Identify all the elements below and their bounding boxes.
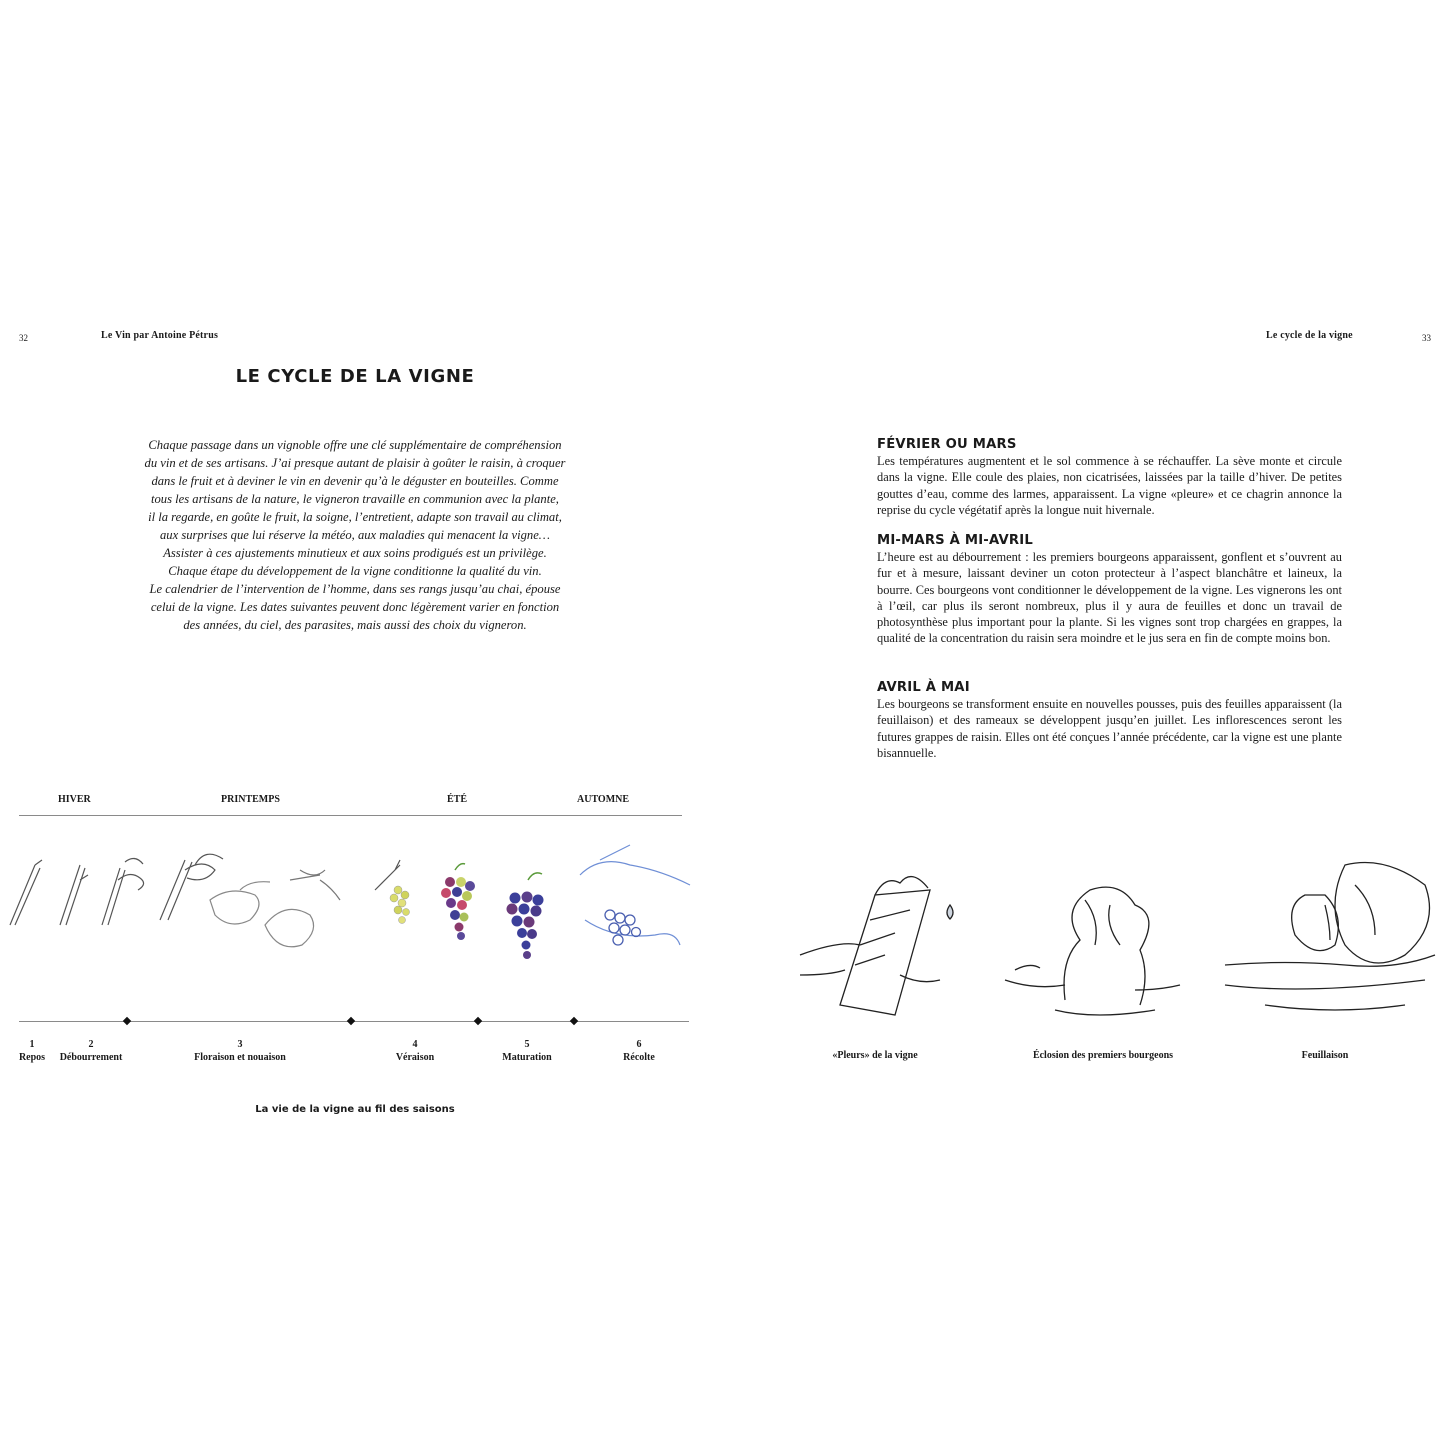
section-heading: FÉVRIER OU MARS bbox=[877, 437, 1017, 452]
timeline-caption: La vie de la vigne au fil des saisons bbox=[255, 1104, 455, 1115]
stage-divider-marker bbox=[347, 1017, 355, 1025]
intro-line: Le calendrier de l’intervention de l’homme, dans ses rangs jusqu’au chai, épouse bbox=[149, 582, 561, 596]
intro-line: celui de la vigne. Les dates suivantes peuvent donc légèrement varier en fonction bbox=[150, 600, 560, 614]
stage-divider-marker bbox=[474, 1017, 482, 1025]
season-summer: ÉTÉ bbox=[447, 794, 468, 805]
intro-line: aux surprises que lui réserve la météo, aux maladies qui menacent la vigne… bbox=[160, 528, 550, 542]
intro-line: Assister à ces ajustements minutieux et aux soins prodigués est un privilège. bbox=[163, 546, 547, 560]
stage-veraison bbox=[385, 1038, 445, 1064]
stage-repos bbox=[12, 1038, 52, 1064]
section-avril-mai bbox=[877, 680, 1342, 761]
stage-label: Repos bbox=[18, 1052, 46, 1063]
stage-maturation bbox=[492, 1038, 562, 1064]
stage-label: Débourrement bbox=[59, 1052, 123, 1063]
stage-number: 4 bbox=[412, 1039, 418, 1050]
stage-floraison bbox=[180, 1038, 300, 1064]
section-text: Les températures augmentent et le sol commence à se réchauffer. La sève monte et circule dans la vigne. Elle coule des plaies, non cicatrisées, laissées par la taille d’hiver. De petites gouttes d’eau, comme des larmes, apparaissent. La vigne «pleure» et ce chagrin annonce la reprise du cycle végétatif après la longue nuit hivernale. bbox=[877, 454, 1342, 517]
vine-leaf-drawing bbox=[210, 882, 270, 924]
vine-tears-illustration bbox=[800, 855, 950, 1025]
mid-veraison-grape-cluster bbox=[441, 864, 475, 940]
running-head-right: Le cycle de la vigne bbox=[1266, 330, 1353, 341]
stage-divider-marker bbox=[570, 1017, 578, 1025]
section-heading: AVRIL À MAI bbox=[877, 680, 970, 695]
intro-line: des années, du ciel, des parasites, mais aussi des choix du vigneron. bbox=[183, 618, 527, 632]
stage-label: Floraison et nouaison bbox=[194, 1052, 286, 1063]
veraison-stem-drawing bbox=[375, 860, 400, 890]
harvest-hands-drawing bbox=[580, 845, 690, 945]
budburst-cane-drawing bbox=[60, 865, 88, 925]
intro-line: Chaque étape du développement de la vigne conditionne la qualité du vin. bbox=[168, 564, 542, 578]
page-number-right: 33 bbox=[1422, 333, 1431, 343]
stage-number: 3 bbox=[237, 1039, 243, 1050]
inflorescence-drawing bbox=[290, 870, 340, 900]
page-title: LE CYCLE DE LA VIGNE bbox=[235, 366, 475, 387]
intro-paragraph bbox=[140, 436, 570, 634]
intro-line: il la regarde, en goûte le fruit, la soigne, l’entretient, adapte son travail au climat, bbox=[148, 510, 562, 524]
season-winter: HIVER bbox=[58, 794, 91, 805]
stage-label: Véraison bbox=[395, 1052, 435, 1063]
intro-line: Chaque passage dans un vignoble offre une clé supplémentaire de compréhension bbox=[148, 438, 562, 452]
section-text: L’heure est au débourrement : les premiers bourgeons apparaissent, gonflent et s’ouvrent au fur et à mesure, laissant deviner un coton protecteur à l’aspect blanchâtre et laineux, la bourre. Ces bourgeons vont conditionner le développement de la vigne. Les vignerons les ont à l’œil, car plus ils seront nombreux, plus il y aura de feuilles et donc un travail de photosynthèse plus important pour la plante. Si les vignes sont trop chargées en grappes, la qualité de la concentration du raisin sera moindre et le jus sera en fin de compte moins bon. bbox=[877, 550, 1342, 646]
stage-debourrement bbox=[51, 1038, 131, 1064]
intro-line: tous les artisans de la nature, le vigneron travaille en communion avec la plante, bbox=[151, 492, 559, 506]
intro-line: dans le fruit et à deviner le vin en devenir qu’à le déguster en bouteilles. Comme bbox=[151, 474, 559, 488]
season-spring: PRINTEMPS bbox=[221, 794, 280, 805]
stage-label: Maturation bbox=[502, 1052, 552, 1063]
page-number-left: 32 bbox=[19, 333, 28, 343]
ripe-grape-cluster bbox=[507, 873, 544, 959]
intro-line: du vin et de ses artisans. J’ai presque autant de plaisir à goûter le raisin, à croquer bbox=[144, 456, 566, 470]
budburst-shoot-drawing bbox=[102, 858, 144, 925]
leaf-growth-illustration bbox=[1225, 855, 1440, 1025]
section-heading: MI-MARS À MI-AVRIL bbox=[877, 533, 1033, 548]
vine-cycle-illustration bbox=[0, 840, 710, 970]
season-autumn: AUTOMNE bbox=[577, 794, 630, 805]
stage-label: Récolte bbox=[623, 1052, 655, 1063]
caption-leaf-growth: Feuillaison bbox=[1301, 1050, 1349, 1061]
stage-number: 5 bbox=[524, 1039, 530, 1050]
veraison-grape-cluster bbox=[390, 886, 410, 924]
stage-number: 6 bbox=[636, 1039, 642, 1050]
running-head-left: Le Vin par Antoine Pétrus bbox=[101, 330, 219, 341]
vine-leaf-drawing bbox=[265, 909, 314, 946]
caption-budburst: Éclosion des premiers bourgeons bbox=[1032, 1050, 1174, 1061]
stage-number: 2 bbox=[88, 1039, 94, 1050]
harvest-grape-cluster bbox=[605, 910, 641, 945]
stage-recolte bbox=[609, 1038, 669, 1064]
dormant-cane-drawing bbox=[10, 860, 42, 925]
section-mi-mars-mi-avril bbox=[877, 533, 1342, 647]
section-fevrier-mars bbox=[877, 437, 1342, 518]
season-rule bbox=[19, 815, 682, 816]
caption-vine-tears: «Pleurs» de la vigne bbox=[832, 1050, 918, 1061]
budburst-illustration bbox=[1005, 880, 1185, 1020]
section-text: Les bourgeons se transforment ensuite en nouvelles pousses, puis des feuilles apparaissent (la feuillaison) et des rameaux se développent jusqu’en juillet. Les inflorescences seront les futures grappes de raisin. Elles ont été conçues l’année précédente, car la vigne est une plante bisannuelle. bbox=[877, 697, 1342, 760]
stage-divider-marker bbox=[123, 1017, 131, 1025]
stage-number: 1 bbox=[29, 1039, 35, 1050]
